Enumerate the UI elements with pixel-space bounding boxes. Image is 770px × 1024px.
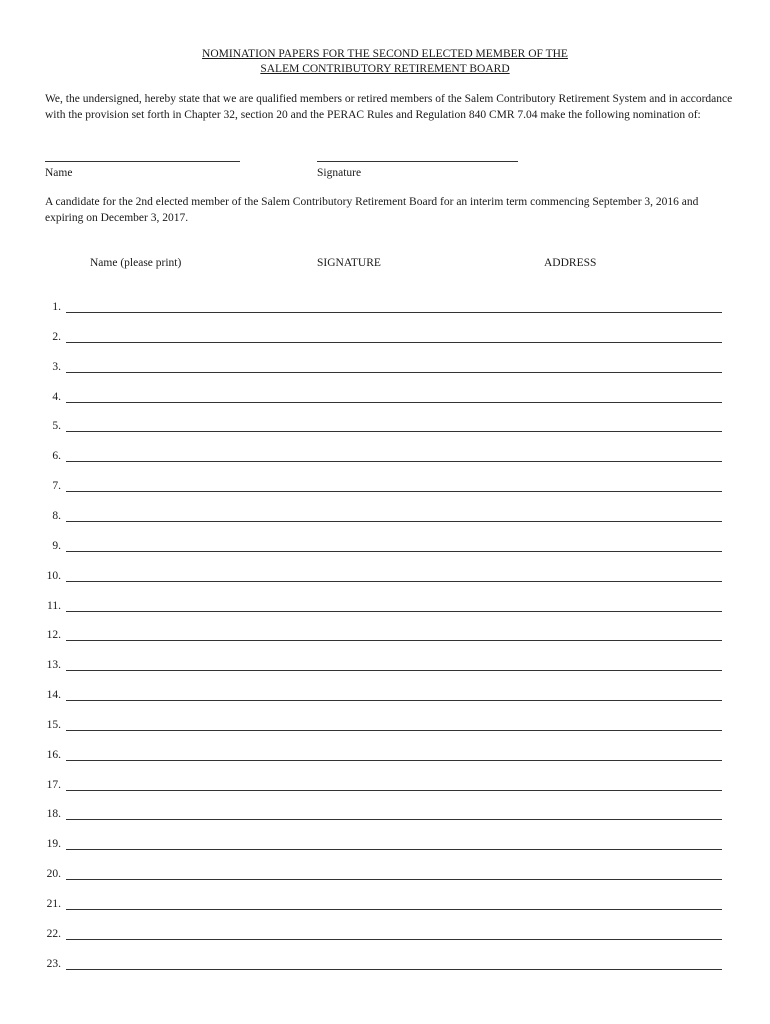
row-entry-line[interactable] [66,551,722,552]
signature-row [0,599,770,614]
signature-row [0,927,770,942]
row-number: 7. [52,480,61,493]
signature-row [0,360,770,375]
signature-row [0,807,770,822]
row-number: 15. [46,718,61,731]
row-number: 16. [46,748,61,761]
signature-row [0,837,770,852]
row-number: 12. [46,629,61,642]
signature-row [0,658,770,673]
row-number: 22. [46,927,61,940]
row-number: 5. [52,420,61,433]
form-title-line-2: SALEM CONTRIBUTORY RETIREMENT BOARD [260,63,510,75]
row-number: 2. [52,330,61,343]
signature-row [0,300,770,315]
row-number: 23. [46,957,61,970]
candidate-paragraph: A candidate for the 2nd elected member of the Salem Contributory Retirement Board for an interim term commencing September 3, 2016 and expiring on December 3, 2017. [45,196,699,224]
row-entry-line[interactable] [66,969,722,970]
row-number: 1. [52,301,61,313]
signature-row [0,748,770,763]
row-entry-line[interactable] [66,760,722,761]
row-entry-line[interactable] [66,402,722,403]
intro-paragraph: We, the undersigned, hereby state that we are qualified members or retired members of the Salem Contributory Retirement System and in accordance with the provision set forth in Chapter 32, section 20 and the PERAC Rules and Regulation 840 CMR 7.04 make the following nomination of: [45,93,733,121]
row-entry-line[interactable] [66,312,722,313]
row-number: 19. [46,838,61,851]
signature-row [0,688,770,703]
row-entry-line[interactable] [66,879,722,880]
row-number: 17. [46,778,61,791]
row-entry-line[interactable] [66,730,722,731]
row-number: 14. [46,689,61,702]
signature-row [0,628,770,643]
signature-row [0,867,770,882]
row-number: 9. [52,539,61,552]
row-entry-line[interactable] [66,611,722,612]
row-entry-line[interactable] [66,581,722,582]
signature-row [0,419,770,434]
row-number: 18. [46,808,61,821]
signature-row [0,539,770,554]
row-entry-line[interactable] [66,372,722,373]
row-entry-line[interactable] [66,431,722,432]
signature-row [0,778,770,793]
signature-row [0,390,770,405]
row-entry-line[interactable] [66,640,722,641]
row-number: 10. [46,569,61,582]
signature-row [0,957,770,972]
row-number: 11. [47,599,61,612]
row-entry-line[interactable] [66,670,722,671]
signature-row [0,449,770,464]
nominee-name-label: Name [45,167,73,179]
row-number: 8. [52,509,61,522]
row-entry-line[interactable] [66,461,722,462]
row-entry-line[interactable] [66,849,722,850]
row-entry-line[interactable] [66,521,722,522]
row-entry-line[interactable] [66,819,722,820]
form-title-line-1: NOMINATION PAPERS FOR THE SECOND ELECTED MEMBER OF THE [202,48,568,60]
row-entry-line[interactable] [66,909,722,910]
signature-row [0,509,770,524]
nominee-signature-label: Signature [317,167,362,179]
row-number: 21. [46,898,61,910]
signature-row [0,718,770,733]
row-number: 13. [46,659,61,672]
signature-row [0,897,770,912]
signature-row [0,569,770,584]
row-entry-line[interactable] [66,491,722,492]
row-number: 6. [52,450,61,463]
column-header-address: ADDRESS [544,257,597,269]
row-entry-line[interactable] [66,342,722,343]
column-header-signature: SIGNATURE [317,257,381,269]
column-header-name: Name (please print) [90,257,182,269]
row-entry-line[interactable] [66,790,722,791]
signature-row [0,479,770,494]
row-entry-line[interactable] [66,700,722,701]
row-number: 4. [52,390,61,403]
signature-row [0,330,770,345]
row-entry-line[interactable] [66,939,722,940]
row-number: 20. [46,868,61,881]
row-number: 3. [52,360,61,373]
